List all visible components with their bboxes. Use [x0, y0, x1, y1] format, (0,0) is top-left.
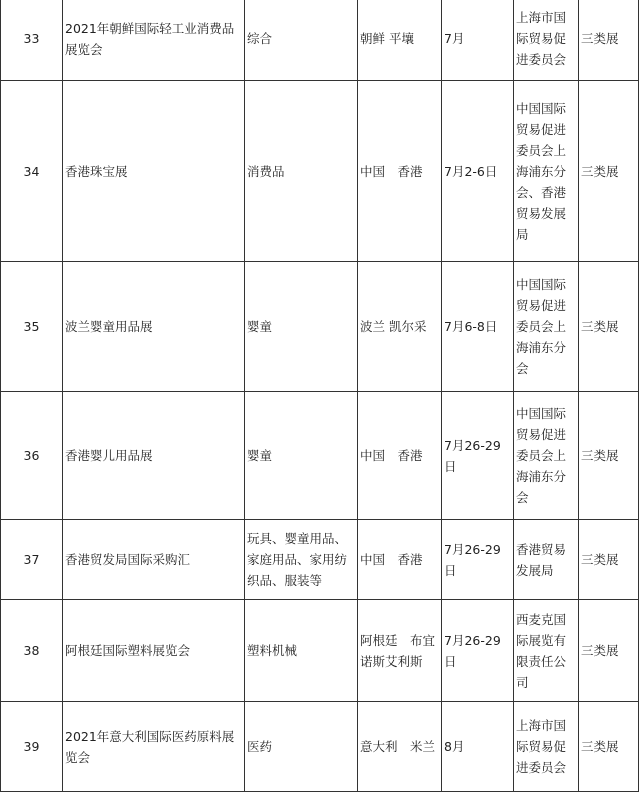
exhibition-organizer: 中国国际贸易促进委员会上海浦东分会、香港贸易发展局 [514, 81, 579, 262]
exhibition-level: 三类展 [579, 520, 639, 600]
exhibition-category: 塑料机械 [245, 600, 358, 702]
exhibition-date: 7月 [442, 0, 514, 81]
exhibition-date: 7月26-29日 [442, 392, 514, 520]
exhibition-organizer: 中国国际贸易促进委员会上海浦东分会 [514, 262, 579, 392]
exhibition-date: 7月6-8日 [442, 262, 514, 392]
exhibition-location: 中国 香港 [358, 392, 442, 520]
exhibition-name: 波兰婴童用品展 [63, 262, 245, 392]
row-number: 34 [1, 81, 63, 262]
row-number: 36 [1, 392, 63, 520]
exhibition-date: 7月2-6日 [442, 81, 514, 262]
exhibition-organizer: 香港贸易发展局 [514, 520, 579, 600]
table-row [1, 81, 639, 262]
row-number: 37 [1, 520, 63, 600]
row-number: 39 [1, 702, 63, 792]
exhibition-organizer: 西麦克国际展览有限责任公司 [514, 600, 579, 702]
exhibition-category: 婴童 [245, 262, 358, 392]
exhibition-date: 7月26-29日 [442, 600, 514, 702]
exhibition-organizer: 上海市国际贸易促进委员会 [514, 702, 579, 792]
exhibition-location: 中国 香港 [358, 81, 442, 262]
exhibition-level: 三类展 [579, 600, 639, 702]
row-number: 38 [1, 600, 63, 702]
exhibition-category: 综合 [245, 0, 358, 81]
exhibition-level: 三类展 [579, 0, 639, 81]
row-number: 35 [1, 262, 63, 392]
exhibition-date: 8月 [442, 702, 514, 792]
table-row [1, 600, 639, 702]
exhibition-location: 中国 香港 [358, 520, 442, 600]
exhibition-category: 婴童 [245, 392, 358, 520]
row-number: 33 [1, 0, 63, 81]
exhibition-organizer: 上海市国际贸易促进委员会 [514, 0, 579, 81]
table-row [1, 0, 639, 81]
exhibition-category: 玩具、婴童用品、家庭用品、家用纺织品、服装等 [245, 520, 358, 600]
exhibition-category: 消费品 [245, 81, 358, 262]
exhibition-level: 三类展 [579, 262, 639, 392]
exhibition-location: 波兰 凯尔采 [358, 262, 442, 392]
exhibition-date: 7月26-29日 [442, 520, 514, 600]
exhibition-organizer: 中国国际贸易促进委员会上海浦东分会 [514, 392, 579, 520]
exhibition-name: 阿根廷国际塑料展览会 [63, 600, 245, 702]
exhibition-location: 阿根廷 布宜诺斯艾利斯 [358, 600, 442, 702]
exhibition-name: 2021年朝鲜国际轻工业消费品展览会 [63, 0, 245, 81]
exhibition-name: 香港珠宝展 [63, 81, 245, 262]
exhibition-location: 朝鲜 平壤 [358, 0, 442, 81]
table-row [1, 392, 639, 520]
exhibition-level: 三类展 [579, 702, 639, 792]
exhibition-name: 香港贸发局国际采购汇 [63, 520, 245, 600]
exhibition-level: 三类展 [579, 392, 639, 520]
exhibition-level: 三类展 [579, 81, 639, 262]
exhibition-name: 香港婴儿用品展 [63, 392, 245, 520]
table-row [1, 520, 639, 600]
exhibition-name: 2021年意大利国际医药原料展览会 [63, 702, 245, 792]
table-row [1, 702, 639, 792]
exhibition-location: 意大利 米兰 [358, 702, 442, 792]
table-row [1, 262, 639, 392]
exhibition-category: 医药 [245, 702, 358, 792]
